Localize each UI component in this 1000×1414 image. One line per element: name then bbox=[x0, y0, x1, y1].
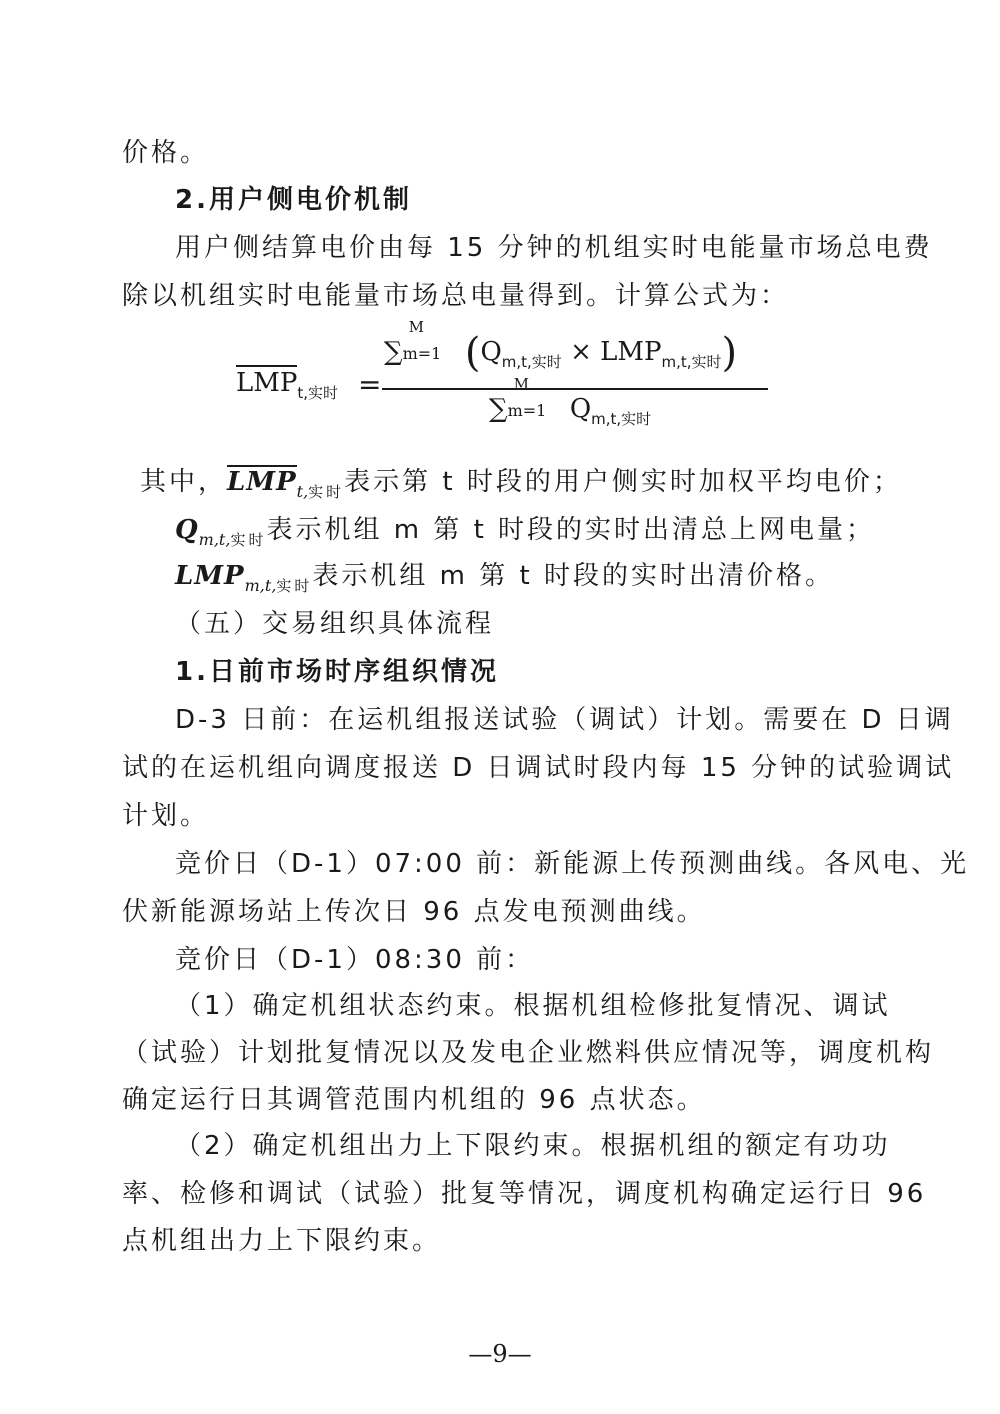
left-paren: ( bbox=[464, 330, 481, 376]
paragraph-line: 点机组出力上下限约束。 bbox=[122, 1226, 442, 1256]
paragraph-line: （试验）计划批复情况以及发电企业燃料供应情况等，调度机构 bbox=[122, 1038, 935, 1068]
sum-upper: M bbox=[513, 375, 529, 393]
math-subscript: t, bbox=[296, 482, 309, 501]
math-subscript: m,t, bbox=[244, 576, 277, 595]
formula-lhs bbox=[236, 368, 338, 403]
formula-denominator bbox=[489, 375, 652, 429]
where-line bbox=[175, 510, 935, 560]
sum-upper: M bbox=[408, 318, 424, 336]
paragraph-line: 用户侧结算电价由每 15 分钟的机组实时电能量市场总电费 bbox=[175, 233, 933, 263]
math-subscript-cn: 实时 bbox=[230, 531, 267, 549]
math-lmp: LMP bbox=[175, 561, 245, 591]
formula-lmp-bar: LMP bbox=[236, 365, 297, 398]
paragraph-line: D-3 日前：在运机组报送试验（调试）计划。需要在 D 日调 bbox=[175, 705, 954, 735]
formula-lmp: LMP bbox=[600, 337, 662, 367]
paragraph-line: 计划。 bbox=[122, 801, 210, 831]
sum-symbol: ∑ bbox=[384, 337, 403, 367]
formula-q: Q bbox=[569, 394, 592, 424]
paragraph-line: 试的在运机组向调度报送 D 日调试时段内每 15 分钟的试验调试 bbox=[122, 753, 955, 783]
fraction-bar bbox=[382, 388, 768, 390]
paragraph-line: 伏新能源场站上传次日 96 点发电预测曲线。 bbox=[122, 897, 706, 927]
formula-subscript: m,t,实时 bbox=[591, 410, 652, 428]
where-text: 表示机组 m 第 t 时段的实时出清总上网电量； bbox=[266, 515, 876, 545]
sum-symbol: ∑ bbox=[489, 394, 508, 424]
paragraph-line: 竞价日（D-1）07:00 前：新能源上传预测曲线。各风电、光 bbox=[175, 849, 970, 879]
section-heading: 1.日前市场时序组织情况 bbox=[175, 657, 499, 687]
math-subscript-cn: 实时 bbox=[276, 577, 313, 595]
paragraph-line: 竞价日（D-1）08:30 前： bbox=[175, 945, 535, 975]
section-heading: （五）交易组织具体流程 bbox=[175, 609, 495, 639]
math-lmp-bar: LMP bbox=[227, 467, 297, 497]
math-q: Q bbox=[175, 515, 199, 545]
sum-lower: m=1 bbox=[507, 401, 547, 420]
formula-subscript: m,t,实时 bbox=[661, 353, 722, 371]
formula-equals: = bbox=[358, 368, 382, 401]
math-subscript-cn: 实时 bbox=[308, 483, 345, 501]
formula-subscript: m,t,实时 bbox=[501, 353, 562, 371]
formula-times: × bbox=[570, 337, 592, 367]
math-subscript: m,t, bbox=[198, 530, 231, 549]
paragraph-line: 除以机组实时电能量市场总电量得到。计算公式为： bbox=[122, 281, 790, 311]
paragraph-line: （1）确定机组状态约束。根据机组检修批复情况、调试 bbox=[175, 991, 891, 1021]
sum-lower: m=1 bbox=[402, 344, 442, 363]
where-text: 表示第 t 时段的用户侧实时加权平均电价； bbox=[344, 467, 902, 497]
formula-subscript: t,实时 bbox=[297, 384, 339, 402]
paragraph-line: （2）确定机组出力上下限约束。根据机组的额定有功功 bbox=[175, 1131, 891, 1161]
lmp-formula bbox=[232, 318, 772, 440]
formula-q: Q bbox=[480, 337, 502, 367]
where-prefix: 其中， bbox=[140, 467, 228, 497]
where-line bbox=[175, 556, 935, 606]
paragraph-line: 价格。 bbox=[122, 138, 210, 168]
paragraph-line: 确定运行日其调管范围内机组的 96 点状态。 bbox=[122, 1085, 706, 1115]
where-text: 表示机组 m 第 t 时段的实时出清价格。 bbox=[312, 561, 835, 591]
section-heading: 2.用户侧电价机制 bbox=[175, 185, 412, 215]
page-number: —9— bbox=[468, 1340, 532, 1368]
paragraph-line: 率、检修和调试（试验）批复等情况，调度机构确定运行日 96 bbox=[122, 1179, 927, 1209]
where-line bbox=[140, 462, 900, 512]
formula-numerator bbox=[384, 318, 738, 376]
right-paren: ) bbox=[721, 330, 738, 376]
